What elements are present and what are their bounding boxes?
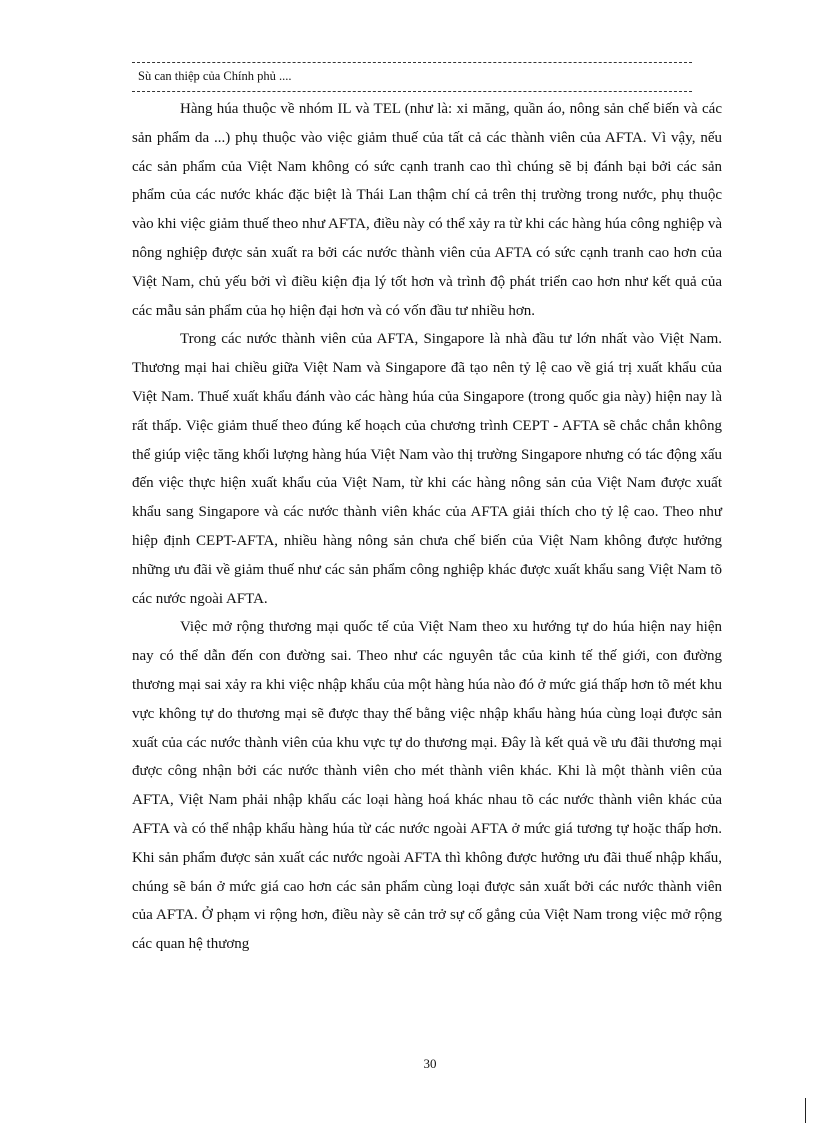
paragraph: Trong các nước thành viên của AFTA, Singapore là nhà đầu tư lớn nhất vào Việt Nam. Thương mại hai chiều giữa Việt Nam và Singapore đã tạo nên tỷ lệ cao về giá trị xuất khẩu của Việt Nam. Thuế xuất khẩu đánh vào các hàng húa của Singapore (trong quốc gia này) hiện nay là rất thấp. Việc giảm thuế theo đúng kế hoạch của chương trình CEPT - AFTA sẽ chắc chắn không thể giúp việc tăng khối lượng hàng húa Việt Nam vào thị trường Singapore nhưng có tác động xấu đến việc thực hiện xuất khẩu của Việt Nam, từ khi các hàng nông sản của Việt Nam được xuất khẩu sang Singapore và các nước thành viên khác của AFTA giải thích cho tỷ lệ cao. Theo như hiệp định CEPT-AFTA, nhiều hàng nông sản chưa chế biến của Việt Nam không được hưởng những ưu đãi về giảm thuế như các sản phẩm công nghiệp khác được xuất khẩu sang Việt Nam tõ các nước ngoài AFTA. <box>132 331 722 607</box>
paragraph: Hàng húa thuộc về nhóm IL và TEL (như là: xi măng, quần áo, nông sản chế biến và các sản phẩm da ...) phụ thuộc vào việc giảm thuế của tất cả các thành viên của AFTA. Vì vậy, nếu các sản phẩm của Việt Nam không có sức cạnh tranh cao thì chúng sẽ bị đánh bại bởi các sản phẩm của các nước khác đặc biệt là Thái Lan thậm chí cả trên thị trường trong nước, phụ thuộc vào khi việc giảm thuế theo như AFTA, điều này có thể xảy ra từ khi các hàng húa công nghiệp và nông nghiệp được sản xuất ra bởi các nước thành viên của AFTA có sức cạnh tranh cao hơn của Việt Nam, chủ yếu bởi vì điều kiện địa lý tốt hơn và trình độ phát triển cao hơn như kết quả của các mẫu sản phẩm của họ hiện đại hơn và có vốn đầu tư nhiều hơn. <box>132 101 722 319</box>
header-rule-bottom <box>132 91 692 92</box>
page-number: 30 <box>423 1056 437 1071</box>
margin-line <box>805 1098 806 1123</box>
running-header: Sù can thiệp của Chính phủ .... <box>138 69 292 83</box>
header-rule-top <box>132 62 692 63</box>
paragraph: Việc mở rộng thương mại quốc tế của Việt Nam theo xu hướng tự do húa hiện nay hiện nay có thể dẫn đến con đường sai. Theo như các nguyên tắc của kinh tế thế giới, con đường thương mại sai xảy ra khi việc nhập khẩu của một hàng húa nào đó ở mức giá thấp hơn tõ mét khu vực không tự do thương mại sẽ được thay thế bằng việc nhập khẩu hàng húa cùng loại được sản xuất của các nước thành viên của khu vực tự do thương mại. Đây là kết quả về ưu đãi thương mại được công nhận bởi các nước thành viên cho mét thành viên khác. Khi là một thành viên của AFTA, Việt Nam phải nhập khẩu các loại hàng hoá khác nhau tõ các nước thành viên khác của AFTA và có thể nhập khẩu hàng húa từ các nước ngoài AFTA ở mức giá tương tự hoặc thấp hơn. Khi sản phẩm được sản xuất các nước ngoài AFTA thì không được hưởng ưu đãi thuế nhập khẩu, chúng sẽ bán ở mức giá cao hơn các sản phẩm cùng loại được sản xuất bởi các nước thành viên của AFTA. Ở phạm vi rộng hơn, điều này sẽ cản trở sự cố gắng của Việt Nam trong việc mở rộng các quan hệ thương <box>132 619 722 953</box>
body-text <box>132 95 722 959</box>
